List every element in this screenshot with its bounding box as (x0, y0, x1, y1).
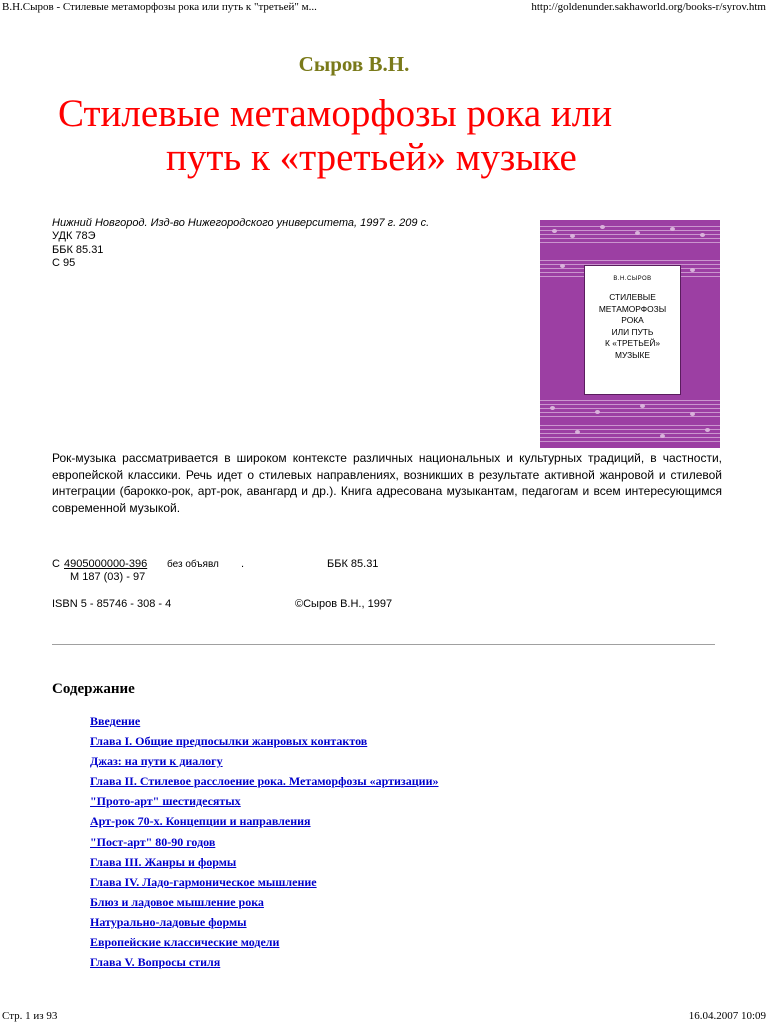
catalog-dot: . (241, 558, 245, 570)
catalog-copyright: ©Сыров В.Н., 1997 (295, 598, 393, 610)
cover-author: В.Н.СЫРОВ (613, 276, 652, 282)
print-header-url: http://goldenunder.sakhaworld.org/books-r/syrov.htm (531, 1, 766, 13)
toc-item (90, 955, 439, 975)
toc-item (90, 814, 439, 834)
cover-staff-line (540, 260, 720, 261)
cover-title-line: МУЗЫКЕ (614, 349, 651, 360)
book-cover-panel (584, 265, 681, 395)
cover-staff-line (540, 408, 720, 409)
toc-link[interactable]: Глава V. Вопросы стиля (90, 955, 221, 970)
cover-staff-line (540, 404, 720, 405)
book-abstract: Рок-музыка рассматривается в широком контексте различных национальных и культурных традиций, в частности, европейской классики. Речь идет о стилевых направлениях, возникших в результате активной жанровой и стилевой интеграции (барокко-рок, арт-рок, авангард и др.). Книга адресована музыкантам, педагогам и всем интересующимся современной музыкой. (52, 451, 722, 515)
toc-link[interactable]: Глава II. Стилевое расслоение рока. Метаморфозы «артизации» (90, 774, 439, 789)
toc-link[interactable]: Глава III. Жанры и формы (90, 854, 237, 869)
cover-title-line: СТИЛЕВЫЕ (609, 292, 656, 302)
toc-link[interactable]: Европейские классические модели (90, 935, 280, 950)
toc-list (90, 714, 439, 975)
toc-link[interactable]: Глава I. Общие предпосылки жанровых контактов (90, 734, 368, 749)
publication-info (52, 217, 429, 270)
toc-link[interactable]: Глава IV. Ладо-гармоническое мышление (90, 874, 317, 889)
toc-item (90, 895, 439, 915)
cover-staff-line (540, 400, 720, 401)
toc-link[interactable]: "Прото-арт" шестидесятых (90, 794, 241, 809)
cover-staff-line (540, 412, 720, 413)
print-header-title: В.Н.Сыров - Стилевые метаморфозы рока или путь к "третьей" м... (2, 1, 317, 13)
catalog-c-prefix: С (52, 558, 60, 570)
catalog-c-number: 4905000000-396 (64, 558, 148, 570)
cover-title-line: К «ТРЕТЬЕЙ» (604, 338, 661, 349)
cover-staff-line (540, 433, 720, 434)
toc-link[interactable]: Блюз и ладовое мышление рока (90, 894, 264, 909)
cover-staff-line (540, 230, 720, 231)
print-footer-page: Стр. 1 из 93 (2, 1010, 58, 1022)
catalog-m-code: М 187 (03) - 97 (70, 571, 146, 583)
book-title-line-2: путь к «третьей» музыке (166, 136, 577, 179)
cover-title-line: МЕТАМОРФОЗЫ (598, 303, 667, 314)
catalog-bbk: ББК 85.31 (327, 558, 379, 570)
publication-bbk: ББК 85.31 (52, 243, 104, 256)
cover-staff-line (540, 425, 720, 426)
cover-staff-line (540, 226, 720, 227)
book-author: Сыров В.Н. (298, 52, 410, 76)
cover-staff-line (540, 416, 720, 417)
toc-item (90, 714, 439, 734)
toc-heading: Содержание (52, 681, 135, 697)
catalog-c-note: без объявл (167, 559, 219, 570)
publication-udk: УДК 78Э (52, 230, 96, 243)
cover-staff-line (540, 242, 720, 243)
toc-item (90, 794, 439, 814)
cover-title-line: ИЛИ ПУТЬ (611, 326, 654, 337)
toc-item (90, 835, 439, 855)
horizontal-divider (52, 644, 715, 645)
cover-staff-line (540, 441, 720, 442)
toc-link[interactable]: Джаз: на пути к диалогу (90, 754, 223, 769)
cover-title-line: РОКА (621, 315, 644, 326)
cover-staff-line (540, 238, 720, 239)
toc-item (90, 774, 439, 794)
toc-link[interactable]: "Пост-арт" 80-90 годов (90, 834, 216, 849)
toc-item (90, 855, 439, 875)
toc-link[interactable]: Введение (90, 714, 141, 728)
toc-item (90, 734, 439, 754)
cover-staff-line (540, 234, 720, 235)
toc-item (90, 754, 439, 774)
toc-link[interactable]: Арт-рок 70-х. Концепции и направления (90, 814, 311, 829)
toc-item (90, 935, 439, 955)
toc-link[interactable]: Натурально-ладовые формы (90, 914, 247, 929)
book-cover-image (540, 220, 720, 448)
catalog-isbn: ISBN 5 - 85746 - 308 - 4 (52, 598, 172, 610)
toc-item (90, 875, 439, 895)
cover-staff-line (540, 437, 720, 438)
toc-item (90, 915, 439, 935)
cover-title (585, 292, 680, 362)
cover-staff-line (540, 429, 720, 430)
publication-imprint: Нижний Новгород. Изд-во Нижегородского университета, 1997 г. 209 с. (52, 217, 430, 229)
print-footer-datetime: 16.04.2007 10:09 (688, 1010, 766, 1022)
publication-code: С 95 (52, 256, 76, 269)
book-title-line-1: Стилевые метаморфозы рока или (58, 92, 613, 135)
